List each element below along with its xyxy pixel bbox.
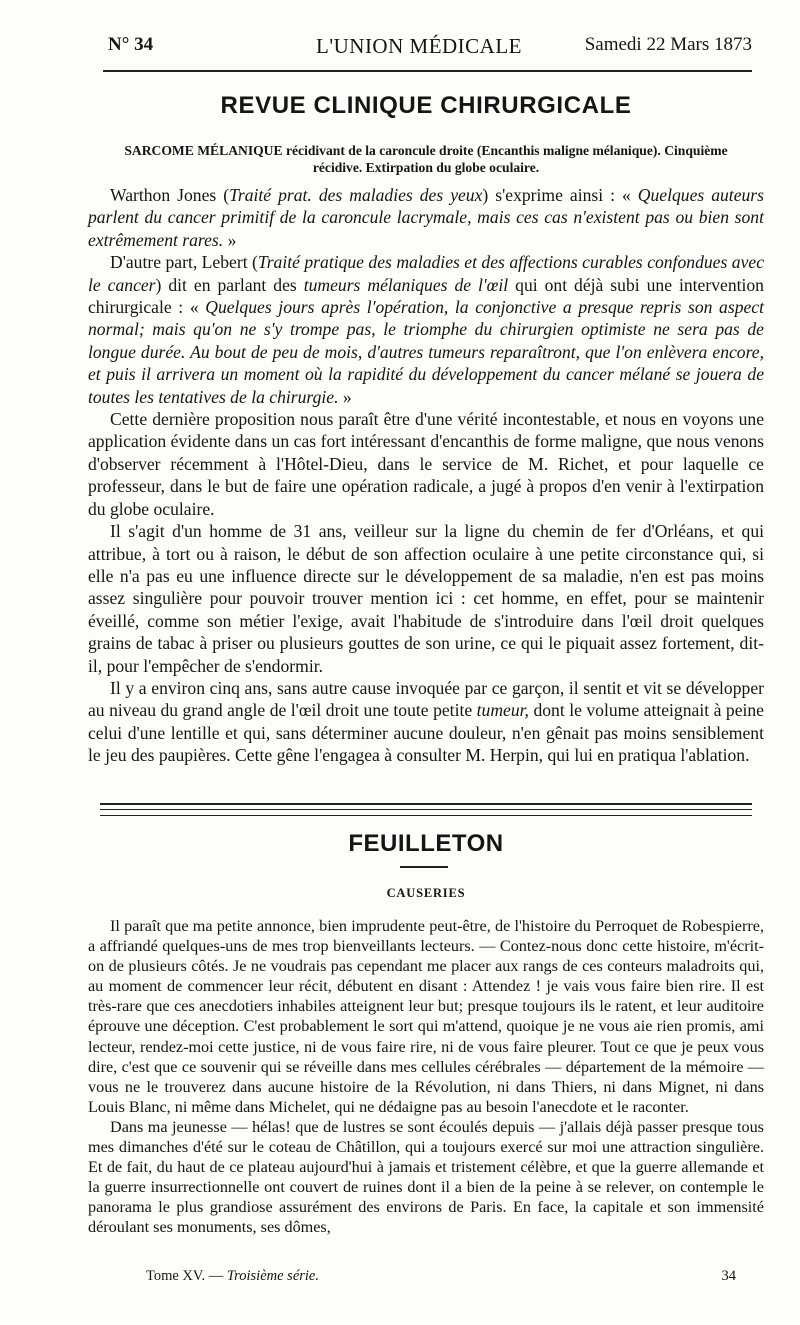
- text-run: dont le volume atteignait à peine celui d'une lentille et qui, sans déterminer aucune douleur, n'en gênait pas moins sensiblement le jeu des paupières. Cette gêne l'engagea à consulter M. Herpin, qui lui en pratiqua l'ablation.: [88, 700, 764, 766]
- text-run: D'autre part, Lebert (: [110, 252, 258, 273]
- article-body: [88, 184, 764, 767]
- text-run: Il paraît que ma petite annonce, bien imprudente peut-être, de l'histoire du Perroquet de Robespierre, a affriandé quelques-uns de mes trop bienveillants lecteurs. — Contez-nous donc cette histoire, m'écrit-on de plusieurs côtés. Je ne voudrais pas cependant me placer aux rangs de ces conteurs maladroits qui, au moment de commencer leur récit, débutent en disant : Attendez ! je vais vous faire bien rire. Il est très-rare que ces anecdotiers inhabiles atteignent leur but; presque toujours ils le ratent, et leur auditoire éprouve une déception. C'est probablement le sort qui m'attend, quoique je ne vous aie rien promis, ami lecteur, rendez-moi cette justice, ni de vous faire rire, ni de vous faire pleurer. Tout ce que je peux vous dire, c'est que ce souvenir qui se réveille dans mes cellules cérébrales — département de la mémoire — vous ne le trouverez dans aucune histoire de la Révolution, ni dans Thiers, ni dans Mignet, ni dans Louis Blanc, ni même dans Michelet, qui ne dédaigne pas au besoin l'anecdote et le raconter.: [88, 917, 764, 1116]
- page-footer: [118, 1268, 736, 1290]
- paragraph: [88, 408, 764, 520]
- text-run: Il y a environ cinq ans, sans autre cause invoquée par ce garçon, il sentit et vit se développer au niveau du grand angle de l'œil droit une toute petite: [88, 677, 764, 721]
- italic-text: Traité prat. des maladies des yeux: [229, 185, 483, 205]
- article-subtitle-line-2: récidive. Extirpation du globe oculaire.: [312, 160, 540, 175]
- text-run: Warthon Jones (: [110, 185, 230, 205]
- feuilleton-subtitle: CAUSERIES: [386, 886, 466, 900]
- journal-title: L'UNION MÉDICALE: [316, 34, 523, 58]
- page-number: 34: [721, 1268, 736, 1284]
- italic-text: Quelques auteurs parlent du cancer primitif de la caroncule lacrymale, mais ces cas n'existent pas ou bien sont extrêmement rares.: [88, 185, 764, 250]
- feuilleton-body: [88, 916, 764, 1238]
- article-subtitle: [100, 142, 752, 176]
- page-header: [100, 34, 752, 60]
- volume-label: Tome XV. —: [146, 1268, 227, 1284]
- text-run: ) dit en parlant des: [155, 274, 304, 295]
- section-divider: [100, 803, 752, 810]
- italic-text: tumeurs mélaniques de l'œil: [303, 274, 509, 295]
- text-run: Il s'agit d'un homme de 31 ans, veilleur sur la ligne du chemin de fer d'Orléans, et qui attribue, à tort ou à raison, le début de son affection oculaire à une petite circonstance qui, si elle n'a pas eu une influence directe sur le développement de sa maladie, n'en est pas moins assez singulière pour pouvoir trouver mention ici : cet homme, en effet, pour se maintenir éveillé, comme son métier l'exige, avait l'habitude de s'introduire dans l'œil droit quelques grains de tabac à priser ou plusieurs gouttes de son urine, ce qui le piquait assez fortement, dit-il, pour l'empêcher de s'endormir.: [88, 521, 764, 676]
- issue-number: N° 34: [108, 34, 154, 55]
- paragraph: [88, 184, 764, 251]
- paragraph: [88, 1117, 764, 1238]
- section-divider-thin: [100, 815, 752, 820]
- header-rule: [103, 70, 752, 72]
- italic-text: Quelques jours après l'opération, la conjonctive a presque repris son aspect normal; mais qu'on ne s'y trompe pas, le triomphe du chirurgien optimiste ne sera pas de longue durée. Au bout de peu de mois, d'autres tumeurs reparaîtront, que l'on enlèvera encore, et puis il arrivera un moment où la rapidité du développement du cancer mélané se jouera de toutes les tentatives de la chirurgie.: [88, 297, 764, 407]
- paragraph: [88, 677, 764, 767]
- paragraph: [88, 916, 764, 1117]
- text-run: ) s'exprime ainsi : «: [482, 185, 638, 205]
- text-run: qui ont déjà subi une intervention chirurgicale : «: [88, 274, 764, 318]
- text-run: »: [223, 229, 237, 250]
- text-run: Dans ma jeunesse — hélas! que de lustres se sont écoulés depuis — j'allais déjà passer presque tous mes dimanches d'été sur le coteau de Châtillon, qui a toujours exercé sur moi une attraction singulière. Et de fait, du haut de ce plateau aujourd'hui à jamais et tristement célèbre, et que la guerre allemande et la guerre insurrectionnelle ont couvert de ruines dont il a bien de la peine à se relever, on contemple le panorama le plus grandiose assurément des environs de Paris. En face, la capitale et son immensité déroulant ses monuments, ses dômes,: [88, 1117, 764, 1237]
- feuilleton-title: FEUILLETON: [348, 830, 504, 857]
- issue-date: Samedi 22 Mars 1873: [584, 34, 752, 55]
- italic-text: Traité pratique des maladies et des affections curables confondues avec le cancer: [88, 252, 764, 295]
- paragraph: [88, 520, 764, 677]
- paragraph: [88, 251, 764, 408]
- series-label: Troisième série.: [226, 1268, 319, 1284]
- volume-info: [146, 1268, 319, 1285]
- feuilleton-rule: [400, 866, 448, 868]
- text-run: Cette dernière proposition nous paraît être d'une vérité incontestable, et nous en voyons une application évidente dans un cas fort intéressant d'encanthis de forme maligne, que nous venons d'observer récemment à l'Hôtel-Dieu, dans le service de M. Richet, et pour laquelle ce professeur, dans le but de faire une opération radicale, a jugé à propos d'en venir à l'extirpation du globe oculaire.: [88, 409, 764, 519]
- section-title: REVUE CLINIQUE CHIRURGICALE: [220, 92, 632, 119]
- italic-text: tumeur,: [476, 700, 529, 721]
- text-run: »: [338, 386, 352, 407]
- article-subtitle-line-1: SARCOME MÉLANIQUE récidivant de la caroncule droite (Encanthis maligne mélanique). Cinquième: [124, 143, 728, 158]
